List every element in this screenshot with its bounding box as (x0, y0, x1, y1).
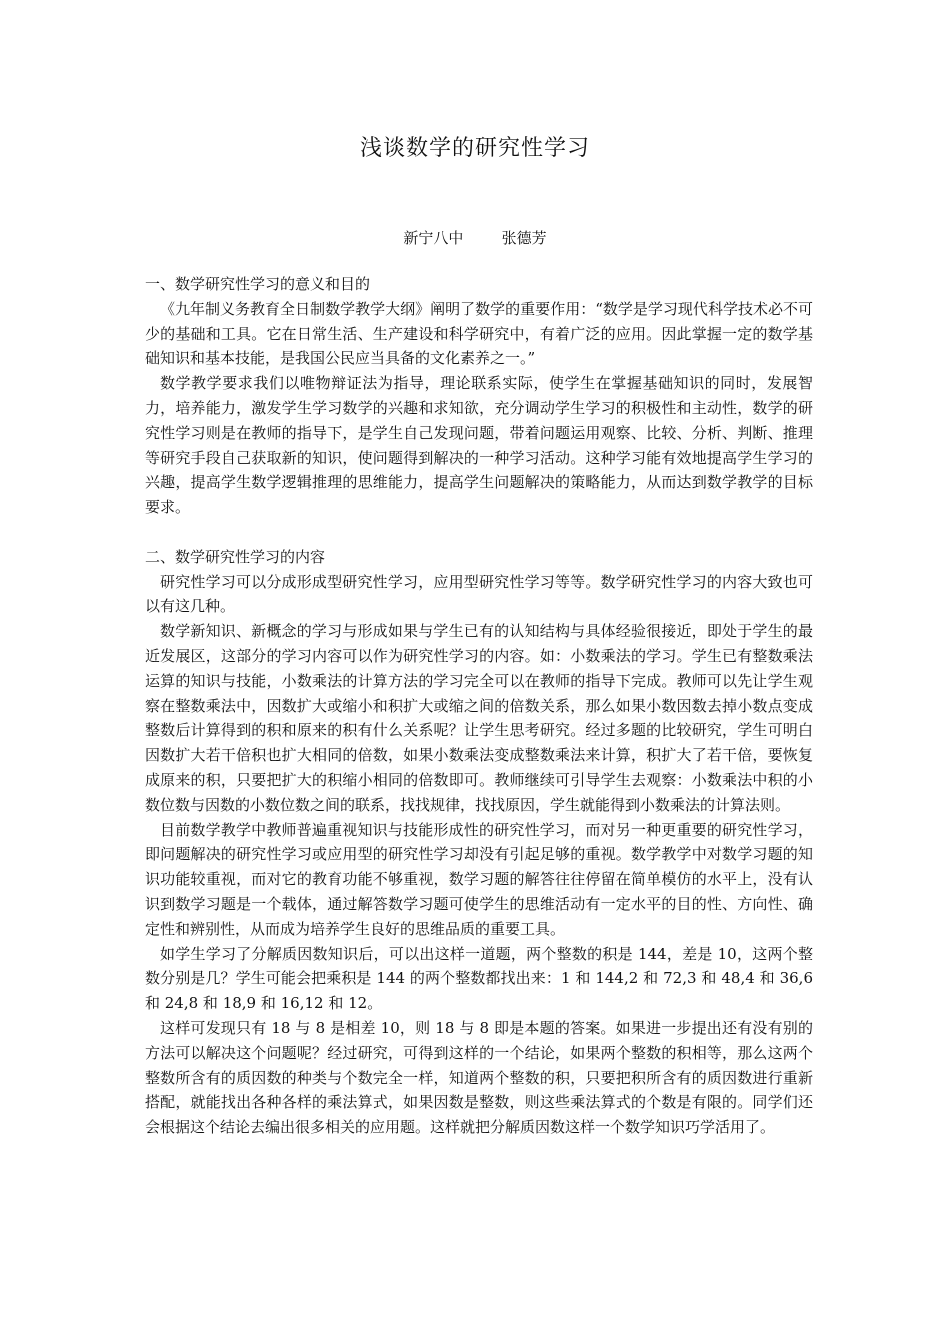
paragraph: 数学教学要求我们以唯物辩证法为指导，理论联系实际，使学生在掌握基础知识的同时，发展智力，培养能力，激发学生学习数学的兴趣和求知欲，充分调动学生学习的积极性和主动性，数学的研究性学习则是在教师的指导下，是学生自己发现问题，带着问题运用观察、比较、分析、判断、推理等研究手段自己获取新的知识，使问题得到解决的一种学习活动。这种学习能有效地提高学生学习的兴趣，提高学生数学逻辑推理的思维能力，提高学生问题解决的策略能力，从而达到数学教学的目标要求。 (145, 374, 813, 517)
paragraph: 如学生学习了分解质因数知识后，可以出这样一道题，两个整数的积是 144，差是 10，这两个整数分别是几？学生可能会把乘积是 144 的两个整数都找出来：1 和 144,2 和 72,3 和 48,4 和 36,6 和 24,8 和 18,9 和 16,12 和 12。 (145, 944, 813, 1013)
section-heading: 一、数学研究性学习的意义和目的 (145, 275, 371, 293)
paragraph: 这样可发现只有 18 与 8 是相差 10，则 18 与 8 即是本题的答案。如果进一步提出还有没有别的方法可以解决这个问题呢？经过研究，可得到这样的一个结论，如果两个整数的积相等，那么这两个整数所含有的质因数的种类与个数完全一样，知道两个整数的积，只要把积所含有的质因数进行重新搭配，就能找出各种各样的乘法算式，如果因数是整数，则这些乘法算式的个数是有限的。同学们还会根据这个结论去编出很多相关的应用题。这样就把分解质因数这样一个数学知识巧学活用了。 (145, 1018, 813, 1137)
author-byline: 新宁八中 张德芳 (403, 229, 547, 247)
section-spacer (145, 520, 813, 545)
paragraph: 研究性学习可以分成形成型研究性学习，应用型研究性学习等等。数学研究性学习的内容大致也可以有这几种。 (145, 572, 813, 616)
document-title: 浅谈数学的研究性学习 (359, 136, 590, 161)
paragraph: 数学新知识、新概念的学习与形成如果与学生已有的认知结构与具体经验很接近，即处于学生的最近发展区，这部分的学习内容可以作为研究性学习的内容。如：小数乘法的学习。学生已有整数乘法运算的知识与技能，小数乘法的计算方法的学习完全可以在教师的指导下完成。教师可以先让学生观察在整数乘法中，因数扩大或缩小和积扩大或缩之间的倍数关系，那么如果小数因数去掉小数点变成整数后计算得到的积和原来的积有什么关系呢？让学生思考研究。经过多题的比较研究，学生可明白因数扩大若干倍积也扩大相同的倍数，如果小数乘法变成整数乘法来计算，积扩大了若干倍，要恢复成原来的积，只要把扩大的积缩小相同的倍数即可。教师继续可引导学生去观察：小数乘法中积的小数位数与因数的小数位数之间的联系，找找规律，找找原因，学生就能得到小数乘法的计算法则。 (145, 622, 813, 814)
paragraph: 目前数学教学中教师普遍重视知识与技能形成性的研究性学习，而对另一种更重要的研究性学习，即问题解决的研究性学习或应用型的研究性学习却没有引起足够的重视。数学教学中对数学习题的知识功能较重视，而对它的教育功能不够重视，数学习题的解答往往停留在简单模仿的水平上，没有认识到数学习题是一个载体，通过解答数学习题可使学生的思维活动有一定水平的目的性、方向性、确定性和辨别性，从而成为培养学生良好的思维品质的重要工具。 (145, 820, 813, 938)
document-body (145, 272, 813, 1140)
section-1 (145, 272, 813, 520)
paragraph: 《九年制义务教育全日制数学教学大纲》阐明了数学的重要作用：“数学是学习现代科学技术必不可少的基础和工具。它在日常生活、生产建设和科学研究中，有着广泛的应用。因此掌握一定的数学基础知识和基本技能，是我国公民应当具备的文化素养之一。” (145, 299, 813, 368)
section-2 (145, 545, 813, 1140)
section-heading: 二、数学研究性学习的内容 (145, 547, 326, 566)
